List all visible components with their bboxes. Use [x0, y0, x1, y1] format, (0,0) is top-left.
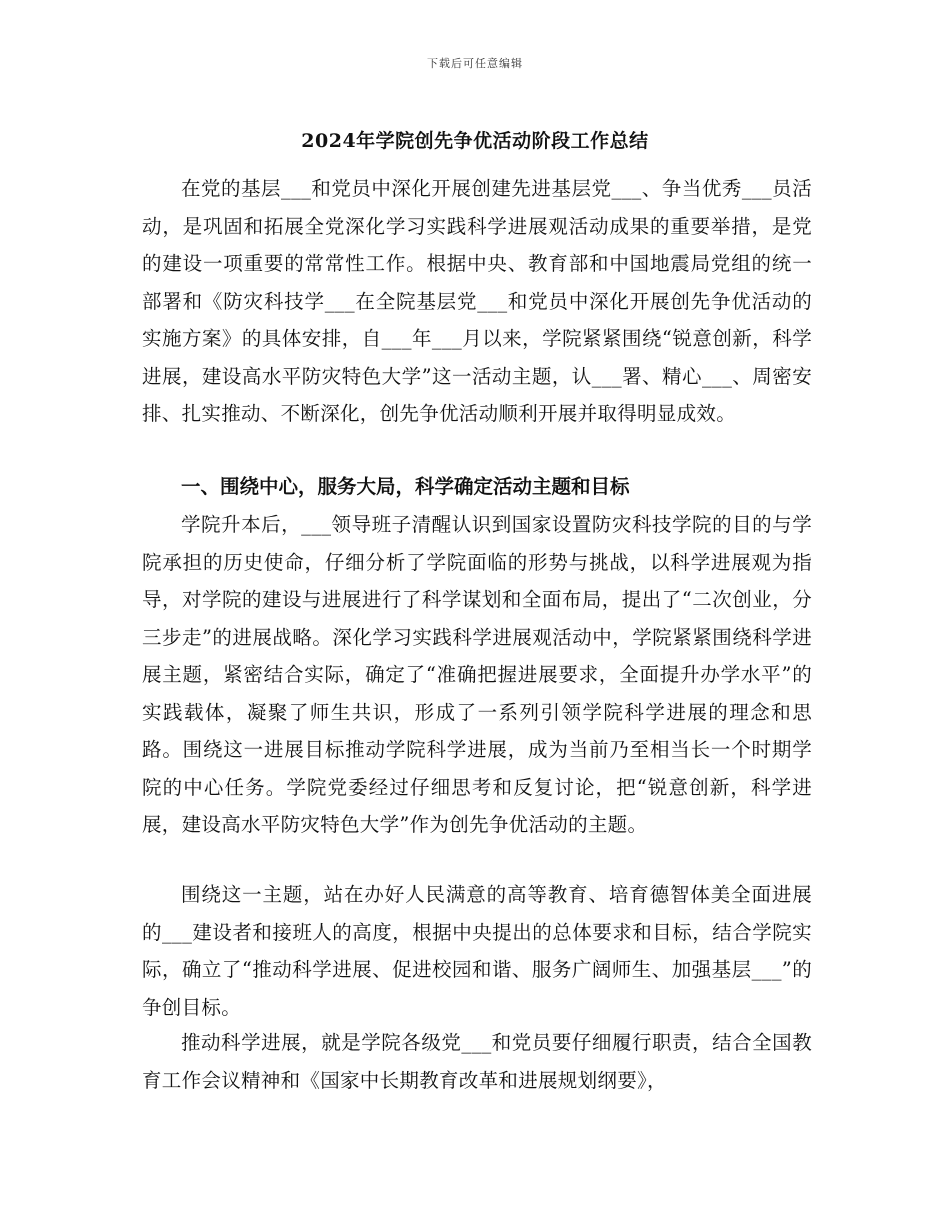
- paragraph-intro: 在党的基层___和党员中深化开展创建先进基层党___、争当优秀___员活动，是巩固和拓展全党深化学习实践科学进展观活动成果的重要举措，是党的建设一项重要的常常性工作。根据中央、教育部和中国地震局党组的统一部署和《防灾科技学___在全院基层党___和党员中深化开展创先争优活动的实施方案》的具体安排，自___年___月以来，学院紧紧围绕“锐意创新，科学进展，建设高水平防灾特色大学”这一活动主题，认___署、精心___、周密安排、扎实推动、不断深化，创先争优活动顺利开展并取得明显成效。: [142, 177, 812, 425]
- paragraph-development: 推动科学进展，就是学院各级党___和党员要仔细履行职责，结合全国教育工作会议精神和《国家中长期教育改革和进展规划纲要》，: [142, 1031, 812, 1092]
- paragraph-goals: 围绕这一主题，站在办好人民满意的高等教育、培育德智体美全面进展的___建设者和接班人的高度，根据中央提出的总体要求和目标，结合学院实际，确立了“推动科学进展、促进校园和谐、服务广阔师生、加强基层___”的争创目标。: [142, 883, 812, 1019]
- paragraph-section1-body: 学院升本后，___领导班子清醒认识到国家设置防灾科技学院的目的与学院承担的历史使命，仔细分析了学院面临的形势与挑战，以科学进展观为指导，对学院的建设与进展进行了科学谋划和全面布局，提出了“二次创业，分三步走”的进展战略。深化学习实践科学进展观活动中，学院紧紧围绕科学进展主题，紧密结合实际，确定了“准确把握进展要求，全面提升办学水平”的实践载体，凝聚了师生共识，形成了一系列引领学院科学进展的理念和思路。围绕这一进展目标推动学院科学进展，成为当前乃至相当长一个时期学院的中心任务。学院党委经过仔细思考和反复讨论，把“锐意创新，科学进展，建设高水平防灾特色大学”作为创先争优活动的主题。: [142, 513, 812, 836]
- document-title: 2024年学院创先争优活动阶段工作总结: [301, 130, 649, 152]
- section-heading-1: 一、围绕中心，服务大局，科学确定活动主题和目标: [181, 475, 630, 498]
- header-note: 下载后可任意编辑: [427, 57, 523, 70]
